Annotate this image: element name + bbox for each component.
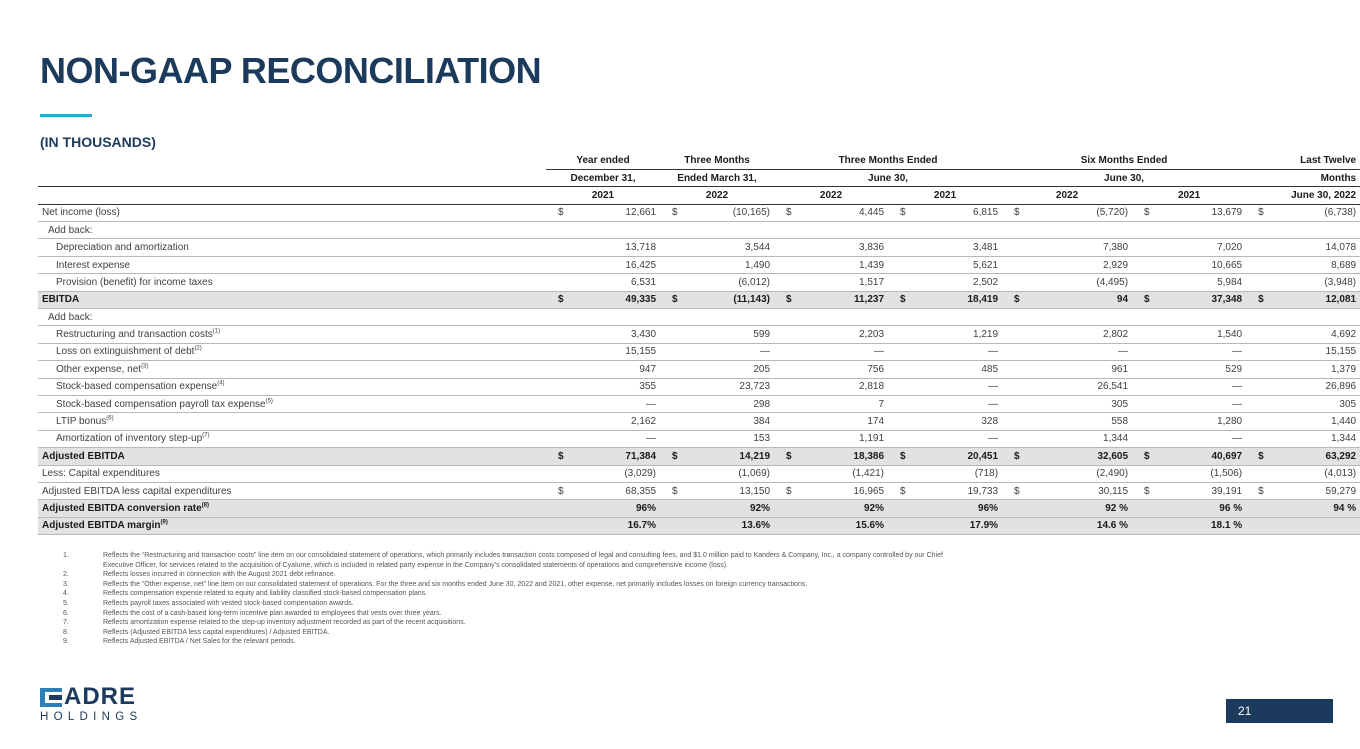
cell-value: —	[1048, 343, 1132, 360]
cell-value: 2,818	[804, 378, 888, 395]
cell-value: (1,421)	[804, 465, 888, 482]
footnote-item: 2. Reflects losses incurred in connection with the August 2021 debt refinance.	[63, 571, 336, 579]
cell-value: 3,836	[804, 239, 888, 256]
table-row-adjusted-ebitda	[38, 448, 1360, 465]
cell-value: 7,380	[1048, 239, 1132, 256]
row-label: Stock-based compensation payroll tax expense$^{(5)}$	[38, 395, 546, 412]
dollar-sign: $	[660, 482, 690, 499]
table-row-interest	[38, 256, 1360, 273]
logo-wordmark: ADRE	[64, 683, 137, 710]
cell-value: 92 %	[1048, 500, 1132, 517]
cell-value: 1,517	[804, 274, 888, 291]
cell-value: 529	[1162, 361, 1246, 378]
cell-value: 6,531	[576, 274, 660, 291]
cell-value: 94 %	[1276, 500, 1360, 517]
cell-value: —	[1162, 395, 1246, 412]
row-label: Add back:	[38, 222, 546, 239]
cell-value: 947	[576, 361, 660, 378]
dollar-sign: $	[546, 291, 576, 308]
col-header: Ended March 31,	[660, 169, 774, 186]
cell-value: 2,802	[1048, 326, 1132, 343]
cell-value: 16,965	[804, 482, 888, 499]
col-header: Last Twelve	[1246, 152, 1360, 169]
cell-value: —	[918, 395, 1002, 412]
cell-value: 1,280	[1162, 413, 1246, 430]
page-number-box	[1226, 699, 1333, 723]
cell-value: 14,219	[690, 448, 774, 465]
cell-value: 1,490	[690, 256, 774, 273]
cell-value: 1,219	[918, 326, 1002, 343]
cell-value: (1,069)	[690, 465, 774, 482]
cell-value: —	[576, 430, 660, 447]
row-label: EBITDA	[38, 291, 546, 308]
cell-value: 558	[1048, 413, 1132, 430]
footnotes	[63, 551, 1143, 647]
cell-value: 1,191	[804, 430, 888, 447]
col-header: Three Months	[660, 152, 774, 169]
cell-value: 19,733	[918, 482, 1002, 499]
cell-value: 298	[690, 395, 774, 412]
cell-value: 92%	[804, 500, 888, 517]
dollar-sign: $	[888, 448, 918, 465]
cell-value: 5,984	[1162, 274, 1246, 291]
cell-value: 14,078	[1276, 239, 1360, 256]
col-header: Months	[1246, 169, 1360, 186]
cell-value: 328	[918, 413, 1002, 430]
table-row-depreciation	[38, 239, 1360, 256]
row-label: Adjusted EBITDA	[38, 448, 546, 465]
cell-value: 59,279	[1276, 482, 1360, 499]
dollar-sign: $	[1246, 482, 1276, 499]
col-header: Three Months Ended	[774, 152, 1002, 169]
dollar-sign: $	[660, 291, 690, 308]
table-row-margin	[38, 517, 1360, 534]
logo-subtitle: HOLDINGS	[40, 711, 143, 723]
row-label: Other expense, net$^{(3)}$	[38, 361, 546, 378]
cell-value: (4,013)	[1276, 465, 1360, 482]
col-header: 2021	[1132, 187, 1246, 204]
table-row-inventory-stepup	[38, 430, 1360, 447]
cell-value: 26,541	[1048, 378, 1132, 395]
cell-value: 2,203	[804, 326, 888, 343]
row-label: Interest expense	[38, 256, 546, 273]
dollar-sign: $	[546, 448, 576, 465]
table-row-other-expense	[38, 361, 1360, 378]
cell-value: 18,419	[918, 291, 1002, 308]
table-row-restructuring	[38, 326, 1360, 343]
dollar-sign: $	[1132, 482, 1162, 499]
page-subtitle: (IN THOUSANDS)	[40, 134, 156, 150]
col-header: 2022	[660, 187, 774, 204]
cell-value: (6,012)	[690, 274, 774, 291]
dollar-sign: $	[1246, 204, 1276, 221]
cell-value: 94	[1048, 291, 1132, 308]
cell-value: 756	[804, 361, 888, 378]
cell-value: 30,115	[1048, 482, 1132, 499]
row-label: Loss on extinguishment of debt$^{(2)}$	[38, 343, 546, 360]
cell-value: 12,661	[576, 204, 660, 221]
cell-value: 39,191	[1162, 482, 1246, 499]
table-row-loss-extinguishment	[38, 343, 1360, 360]
dollar-sign: $	[1002, 482, 1048, 499]
cell-value: 96 %	[1162, 500, 1246, 517]
row-label: Less: Capital expenditures	[38, 465, 546, 482]
col-header: June 30, 2022	[1246, 187, 1360, 204]
cell-value: —	[918, 378, 1002, 395]
dollar-sign: $	[1132, 204, 1162, 221]
cell-value: 4,445	[804, 204, 888, 221]
table-row-sbc	[38, 378, 1360, 395]
col-header: June 30,	[1002, 169, 1246, 186]
row-label: Add back:	[38, 309, 546, 326]
cell-value: 20,451	[918, 448, 1002, 465]
col-header: 2022	[774, 187, 888, 204]
table-row-add-back	[38, 309, 1360, 326]
cell-value: 49,335	[576, 291, 660, 308]
dollar-sign: $	[546, 204, 576, 221]
cell-value: 1,440	[1276, 413, 1360, 430]
dollar-sign: $	[1246, 291, 1276, 308]
header-row-1	[38, 152, 1360, 169]
footnote-item: 8. Reflects (Adjusted EBITDA less capital expenditures) / Adjusted EBITDA.	[63, 628, 330, 636]
cell-value: 1,344	[1048, 430, 1132, 447]
cell-value: 26,896	[1276, 378, 1360, 395]
dollar-sign: $	[888, 204, 918, 221]
footnote-item: 9. Reflects Adjusted EBITDA / Net Sales for the relevant periods.	[63, 638, 296, 646]
dollar-sign: $	[888, 482, 918, 499]
cell-value: 10,665	[1162, 256, 1246, 273]
footnote-item: 5. Reflects payroll taxes associated with vested stock-based compensation awards.	[63, 599, 354, 607]
cell-value: 14.6 %	[1048, 517, 1132, 534]
cell-value: 1,540	[1162, 326, 1246, 343]
cell-value: 18,386	[804, 448, 888, 465]
company-logo	[40, 683, 143, 723]
footnote-item: Executive Officer, for services related to the acquisition of Cyalume, which is included in related party expense in the Company’s consolidated statements of operations and comprehensive income (loss).	[103, 561, 729, 569]
dollar-sign: $	[660, 448, 690, 465]
cell-value: —	[1162, 378, 1246, 395]
cell-value: 485	[918, 361, 1002, 378]
cell-value: 205	[690, 361, 774, 378]
dollar-sign: $	[774, 291, 804, 308]
header-row-3	[38, 187, 1360, 204]
cell-value: —	[576, 395, 660, 412]
table-row-net-income	[38, 204, 1360, 221]
cell-value: 599	[690, 326, 774, 343]
cell-value: 3,481	[918, 239, 1002, 256]
cell-value: 16,425	[576, 256, 660, 273]
cell-value: 2,502	[918, 274, 1002, 291]
cell-value: 18.1 %	[1162, 517, 1246, 534]
dollar-sign: $	[1246, 448, 1276, 465]
table-row-sbc-payroll	[38, 395, 1360, 412]
cell-value: —	[804, 343, 888, 360]
dollar-sign: $	[546, 482, 576, 499]
cell-value: 13,150	[690, 482, 774, 499]
cell-value: —	[918, 343, 1002, 360]
cell-value	[1276, 517, 1360, 534]
cell-value: 384	[690, 413, 774, 430]
cell-value: —	[1162, 430, 1246, 447]
col-header: June 30,	[774, 169, 1002, 186]
col-header: 2022	[1002, 187, 1132, 204]
row-label: Restructuring and transaction costs$^{(1)}$	[38, 326, 546, 343]
table-row-provision	[38, 274, 1360, 291]
cell-value: 12,081	[1276, 291, 1360, 308]
footnote-item: 7. Reflects amortization expense related to the step-up inventory adjustment recorded as part of the recent acquisitions.	[63, 619, 466, 627]
logo-c-mark-icon	[40, 688, 62, 707]
cell-value: —	[918, 430, 1002, 447]
cell-value: 2,162	[576, 413, 660, 430]
cell-value: 3,544	[690, 239, 774, 256]
cell-value: (5,720)	[1048, 204, 1132, 221]
cell-value: 15,155	[576, 343, 660, 360]
dollar-sign: $	[1132, 291, 1162, 308]
cell-value: 305	[1276, 395, 1360, 412]
dollar-sign: $	[660, 204, 690, 221]
cell-value: (4,495)	[1048, 274, 1132, 291]
cell-value: 63,292	[1276, 448, 1360, 465]
cell-value: (3,029)	[576, 465, 660, 482]
cell-value: 355	[576, 378, 660, 395]
row-label: Amortization of inventory step-$up^{(7)}$	[38, 430, 546, 447]
row-label: Net income (loss)	[38, 204, 546, 221]
cell-value: 40,697	[1162, 448, 1246, 465]
cell-value: 15,155	[1276, 343, 1360, 360]
footnote-item: 4. Reflects compensation expense related to equity and liability classified stock-based compensation plans.	[63, 590, 428, 598]
reconciliation-table	[38, 152, 1360, 535]
cell-value: (2,490)	[1048, 465, 1132, 482]
cell-value: (10,165)	[690, 204, 774, 221]
footnote-item: 6. Reflects the cost of a cash-based long-term incentive plan awarded to employees that vests over three years.	[63, 609, 442, 617]
cell-value: —	[690, 343, 774, 360]
cell-value: 13,679	[1162, 204, 1246, 221]
cell-value: 71,384	[576, 448, 660, 465]
row-label: Provision (benefit) for income taxes	[38, 274, 546, 291]
dollar-sign: $	[888, 291, 918, 308]
row-label: Stock-based compensation expense$^{(4)}$	[38, 378, 546, 395]
cell-value: 4,692	[1276, 326, 1360, 343]
cell-value: 3,430	[576, 326, 660, 343]
row-label: Adjusted EBITDA margin$^{(9)}$	[38, 517, 546, 534]
cell-value: (1,506)	[1162, 465, 1246, 482]
row-label: LTIP bonus$^{(6)}$	[38, 413, 546, 430]
cell-value: 15.6%	[804, 517, 888, 534]
cell-value: 7,020	[1162, 239, 1246, 256]
cell-value: 6,815	[918, 204, 1002, 221]
cell-value: 96%	[576, 500, 660, 517]
row-label: Adjusted EBITDA less capital expenditures	[38, 482, 546, 499]
footnote-item: 3. Reflects the “Other expense, net” line item on our consolidated statement of operations. For the three and six months ended June 30, 2022 and 2021, other expense, net primarily includes losses on foreign currency transactions.	[63, 580, 808, 588]
cell-value: 2,929	[1048, 256, 1132, 273]
footnote-item: 1. Reflects the “Restructuring and transaction costs” line item on our consolidated statement of operations, which primarily includes transaction costs composed of legal and consulting fees, and $1.0 million paid to Kanders & Company, Inc., a company controlled by our Chief	[63, 552, 943, 559]
cell-value: —	[1162, 343, 1246, 360]
cell-value: 37,348	[1162, 291, 1246, 308]
cell-value: 92%	[690, 500, 774, 517]
dollar-sign: $	[1002, 291, 1048, 308]
title-accent-rule	[40, 114, 92, 117]
table-row-ltip	[38, 413, 1360, 430]
table-row-add-back	[38, 222, 1360, 239]
cell-value: 23,723	[690, 378, 774, 395]
dollar-sign: $	[1002, 204, 1048, 221]
dollar-sign: $	[774, 448, 804, 465]
dollar-sign: $	[1132, 448, 1162, 465]
dollar-sign: $	[774, 482, 804, 499]
col-header: 2021	[546, 187, 660, 204]
cell-value: 96%	[918, 500, 1002, 517]
col-header: 2021	[888, 187, 1002, 204]
cell-value: (11,143)	[690, 291, 774, 308]
cell-value: 68,355	[576, 482, 660, 499]
row-label: Depreciation and amortization	[38, 239, 546, 256]
cell-value: 5,621	[918, 256, 1002, 273]
cell-value: 1,439	[804, 256, 888, 273]
cell-value: 174	[804, 413, 888, 430]
cell-value: 32,605	[1048, 448, 1132, 465]
cell-value: 1,379	[1276, 361, 1360, 378]
cell-value: 13,718	[576, 239, 660, 256]
table-row-capex	[38, 465, 1360, 482]
cell-value: 153	[690, 430, 774, 447]
cell-value: (6,738)	[1276, 204, 1360, 221]
cell-value: 11,237	[804, 291, 888, 308]
table-row-conversion-rate	[38, 500, 1360, 517]
page-title: NON-GAAP RECONCILIATION	[40, 50, 542, 91]
col-header: Six Months Ended	[1002, 152, 1246, 169]
dollar-sign: $	[1002, 448, 1048, 465]
cell-value: 1,344	[1276, 430, 1360, 447]
dollar-sign: $	[774, 204, 804, 221]
table-row-ebitda	[38, 291, 1360, 308]
header-row-2	[38, 169, 1360, 186]
table-row-adj-less-capex	[38, 482, 1360, 499]
col-header: Year ended	[546, 152, 660, 169]
cell-value: 17.9%	[918, 517, 1002, 534]
page-number: 21	[1238, 704, 1252, 718]
cell-value: 961	[1048, 361, 1132, 378]
cell-value: (718)	[918, 465, 1002, 482]
cell-value: 305	[1048, 395, 1132, 412]
cell-value: 13.6%	[690, 517, 774, 534]
cell-value: (3,948)	[1276, 274, 1360, 291]
row-label: Adjusted EBITDA conversion rate$^{(8)}$	[38, 500, 546, 517]
cell-value: 8,689	[1276, 256, 1360, 273]
col-header: December 31,	[546, 169, 660, 186]
cell-value: 16.7%	[576, 517, 660, 534]
cell-value: 7	[804, 395, 888, 412]
